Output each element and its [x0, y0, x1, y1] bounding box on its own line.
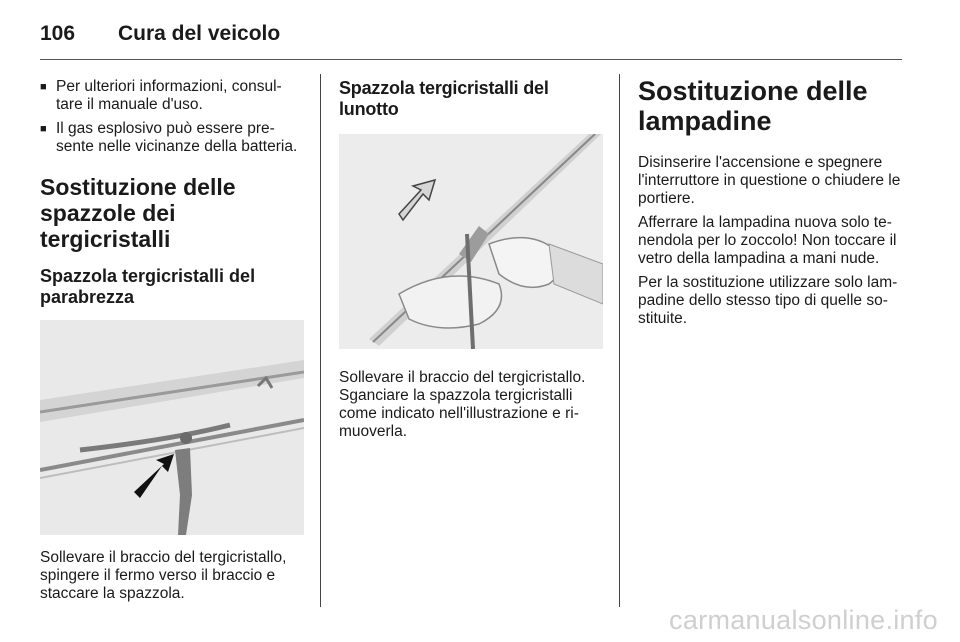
- paragraph: Afferrare la lampadina nuova solo te-nendola per lo zoccolo! Non toccare il vetro della lampadina a mani nude.: [638, 214, 897, 267]
- page-header: [40, 16, 902, 60]
- rear-wiper-illustration: [339, 134, 603, 349]
- rear-wiper-caption: Sollevare il braccio del tergicristallo. Sganciare la spazzola tergicristalli come indicato nell'illustrazione e ri-muoverla.: [339, 369, 586, 440]
- header-divider: [40, 59, 902, 60]
- column-left: [40, 72, 306, 609]
- page-number: 106: [40, 22, 76, 45]
- windshield-wiper-caption: Sollevare il braccio del tergicristallo, spingere il fermo verso il braccio e staccare la spazzola.: [40, 549, 287, 602]
- column-divider: [320, 74, 321, 607]
- column-divider: [619, 74, 620, 607]
- subheading-windshield-wiper: Spazzola tergicristalli del parabrezza: [40, 266, 256, 307]
- section-heading-bulbs: Sostituzione delle lampadine: [638, 76, 868, 136]
- column-right: [638, 72, 904, 334]
- watermark: carmanualsonline.info: [669, 605, 938, 635]
- paragraph: Per la sostituzione utilizzare solo lam-padine dello stesso tipo di quelle so-stituite.: [638, 274, 898, 327]
- list-item: ■ Il gas esplosivo può essere pre-sente nelle vicinanze della batteria.: [40, 120, 298, 155]
- paragraph: Disinserire l'accensione e spegnere l'interruttore in questione o chiudere le portiere.: [638, 154, 901, 207]
- bullet-list: [40, 78, 306, 156]
- windshield-wiper-illustration: [40, 320, 304, 535]
- page-title: Cura del veicolo: [118, 22, 281, 45]
- subheading-rear-wiper: Spazzola tergicristalli del lunotto: [339, 78, 549, 119]
- list-item: ■ Per ulteriori informazioni, consul-tare il manuale d'uso.: [40, 78, 282, 113]
- column-middle: [339, 72, 605, 447]
- bullet-icon: ■: [40, 81, 47, 93]
- section-heading-wipers: Sostituzione delle spazzole dei tergicristalli: [40, 174, 236, 252]
- bullet-icon: ■: [40, 123, 47, 135]
